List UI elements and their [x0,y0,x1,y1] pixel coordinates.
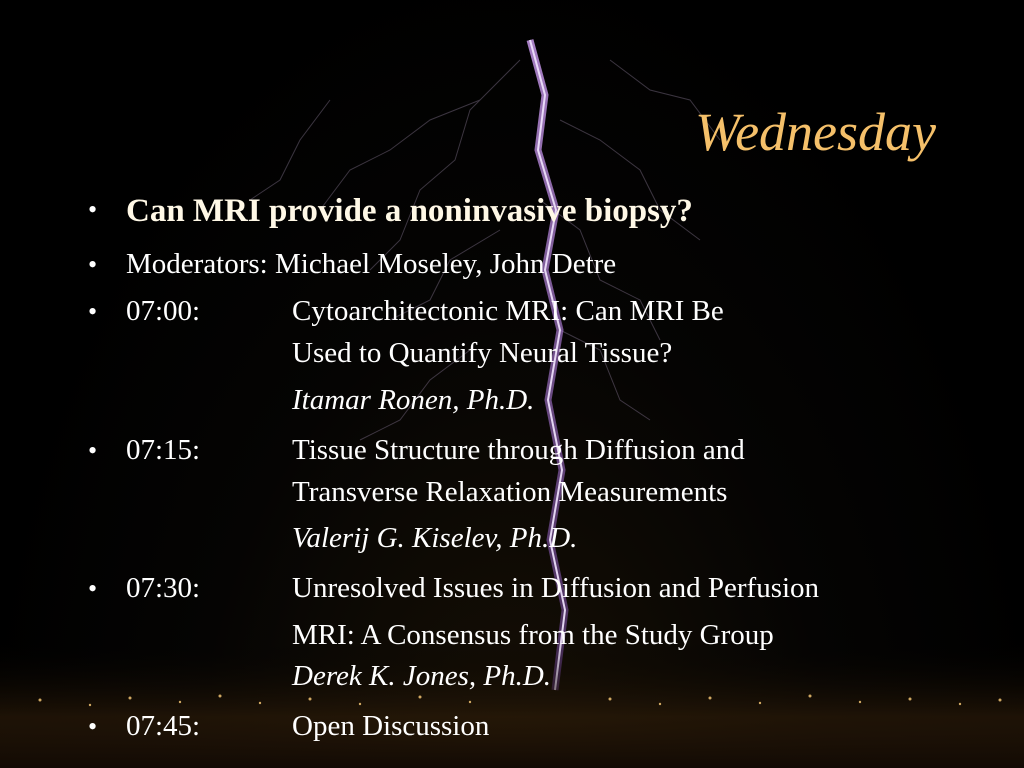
session-title-line: Tissue Structure through Diffusion and [292,434,745,466]
bullet-marker: • [88,195,98,224]
session-title-line: Cytoarchitectonic MRI: Can MRI Be [292,295,724,327]
slide-title: Wednesday [695,102,936,162]
session-speaker: Valerij G. Kiselev, Ph.D. [292,522,578,554]
moderators-text: Moderators: Michael Moseley, John Detre [126,248,617,280]
bullet-marker: • [88,297,98,326]
session-speaker: Itamar Ronen, Ph.D. [292,384,535,416]
session-title-line: Used to Quantify Neural Tissue? [292,337,673,369]
session-time: 07:30: [126,572,201,604]
session-title-line: MRI: A Consensus from the Study Group [292,619,774,651]
session-time: 07:45: [126,710,201,742]
session-speaker: Derek K. Jones, Ph.D. [292,660,552,692]
bullet-marker: • [88,574,98,603]
session-title-line: Unresolved Issues in Diffusion and Perfusion [292,572,820,604]
bullet-marker: • [88,712,98,741]
session-title-line: Transverse Relaxation Measurements [292,476,728,508]
bullet-marker: • [88,436,98,465]
headline-text: Can MRI provide a noninvasive biopsy? [126,193,693,229]
session-time: 07:00: [126,295,201,327]
bullet-marker: • [88,250,98,279]
session-time: 07:15: [126,434,201,466]
session-title-line: Open Discussion [292,710,490,742]
